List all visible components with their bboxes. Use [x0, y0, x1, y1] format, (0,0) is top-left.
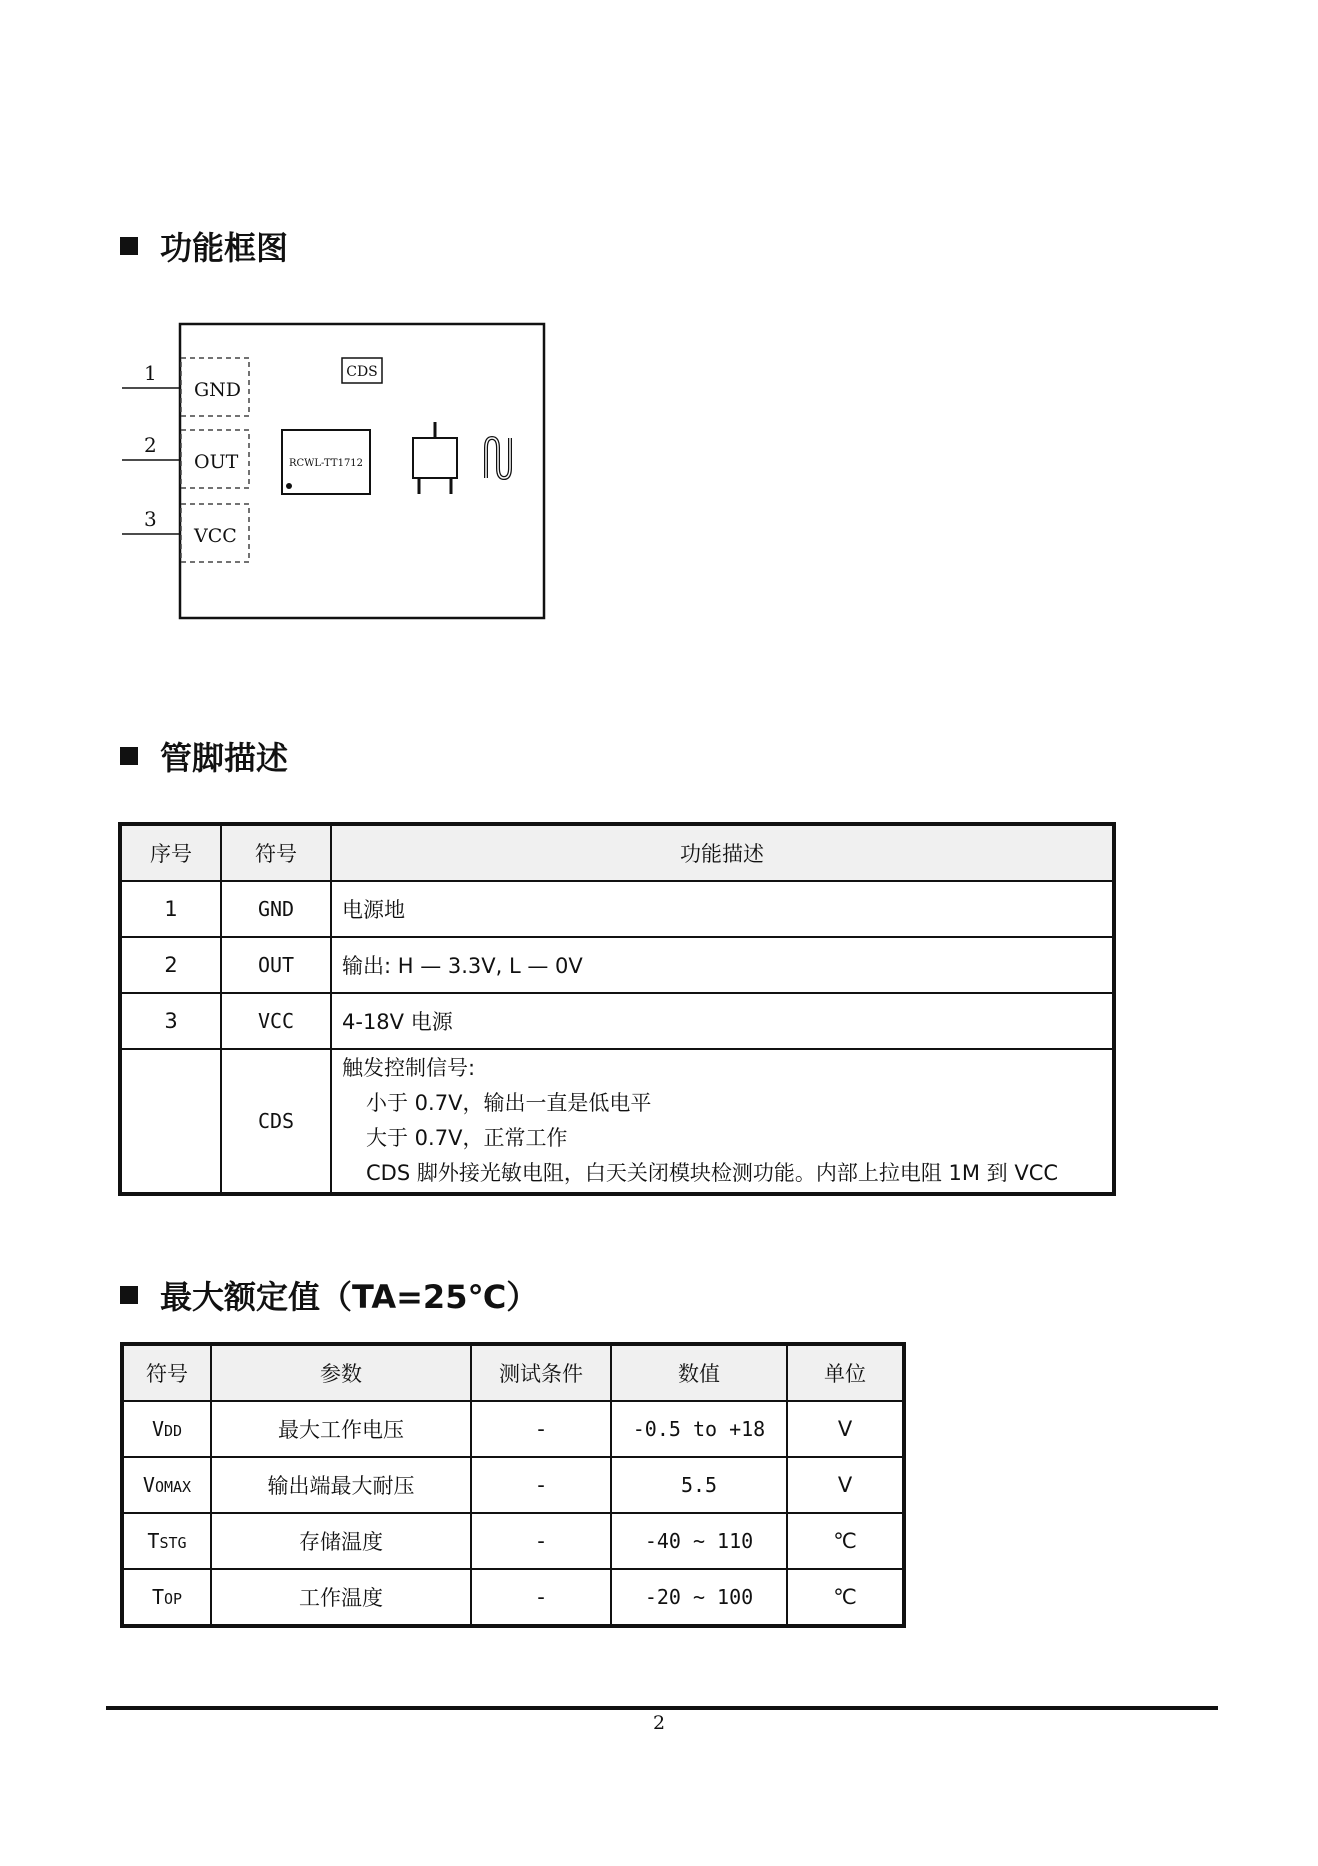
header-no: 序号 [120, 824, 221, 881]
pin-symbol: VCC [221, 993, 331, 1049]
rating-cond: - [471, 1457, 611, 1513]
rating-unit: ℃ [787, 1569, 904, 1626]
max-ratings-heading [120, 1272, 538, 1318]
pin-no [120, 1049, 221, 1194]
max-ratings-table [120, 1342, 906, 1628]
table-row [122, 1513, 904, 1569]
pin-desc: 输出: H — 3.3V, L — 0V [331, 937, 1114, 993]
pin-desc: 电源地 [331, 881, 1114, 937]
rating-value: -40 ~ 110 [611, 1513, 787, 1569]
table-row [122, 1401, 904, 1457]
rating-param: 最大工作电压 [211, 1401, 471, 1457]
pin-number-2: 2 [144, 433, 157, 457]
table-row [120, 937, 1114, 993]
page-number: 2 [652, 1712, 666, 1734]
pin-no: 1 [120, 881, 221, 937]
table-row [120, 881, 1114, 937]
rating-param: 输出端最大耐压 [211, 1457, 471, 1513]
pin-description-title: 管脚描述 [160, 739, 289, 777]
rating-param: 存储温度 [211, 1513, 471, 1569]
pin-label-vcc: VCC [194, 525, 237, 547]
square-bullet-icon [120, 1286, 138, 1304]
pin-symbol: OUT [221, 937, 331, 993]
rating-symbol: VDD [122, 1401, 211, 1457]
chip-label: RCWL-TT1712 [288, 458, 364, 469]
pin-label-gnd: GND [194, 379, 242, 401]
header-symbol: 符号 [122, 1344, 211, 1401]
cds-desc-line: 小于 0.7V，输出一直是低电平 [366, 1091, 652, 1115]
block-diagram-title: 功能框图 [160, 229, 289, 267]
cds-desc-line: CDS 脚外接光敏电阻，白天关闭模块检测功能。内部上拉电阻 1M 到 VCC [366, 1161, 1059, 1185]
cds-desc-line: 触发控制信号: [342, 1056, 476, 1080]
table-row [122, 1457, 904, 1513]
pin-symbol: CDS [221, 1049, 331, 1194]
rating-cond: - [471, 1569, 611, 1626]
pin-desc: 4-18V 电源 [331, 993, 1114, 1049]
header-parameter: 参数 [211, 1344, 471, 1401]
table-row [122, 1569, 904, 1626]
table-header-row [122, 1344, 904, 1401]
table-row [120, 993, 1114, 1049]
pin-label-out: OUT [194, 451, 239, 473]
header-symbol: 符号 [221, 824, 331, 881]
square-bullet-icon [120, 237, 138, 255]
pin-number-1: 1 [144, 361, 157, 385]
rating-symbol: TSTG [122, 1513, 211, 1569]
rating-unit: V [787, 1457, 904, 1513]
cds-label: CDS [346, 364, 378, 380]
cds-desc-line: 大于 0.7V，正常工作 [366, 1126, 568, 1150]
rating-symbol: VOMAX [122, 1457, 211, 1513]
rating-symbol: TOP [122, 1569, 211, 1626]
rating-unit: ℃ [787, 1513, 904, 1569]
rating-param: 工作温度 [211, 1569, 471, 1626]
table-row [120, 1049, 1114, 1194]
pin-number-3: 3 [144, 507, 157, 531]
rating-cond: - [471, 1513, 611, 1569]
header-function: 功能描述 [331, 824, 1114, 881]
block-diagram-heading [120, 223, 288, 269]
pin-symbol: GND [221, 881, 331, 937]
table-header-row [120, 824, 1114, 881]
header-condition: 测试条件 [471, 1344, 611, 1401]
pin-description-heading [120, 733, 288, 779]
max-ratings-title: 最大额定值（TA=25℃） [160, 1278, 539, 1316]
pin-no: 2 [120, 937, 221, 993]
chip-pin1-dot [286, 483, 292, 489]
rating-value: -0.5 to +18 [611, 1401, 787, 1457]
pin-no: 3 [120, 993, 221, 1049]
rating-unit: V [787, 1401, 904, 1457]
pin-description-table [118, 822, 1116, 1196]
pin-desc [331, 1049, 1114, 1194]
header-value: 数值 [611, 1344, 787, 1401]
rating-value: -20 ~ 100 [611, 1569, 787, 1626]
rating-cond: - [471, 1401, 611, 1457]
header-unit: 单位 [787, 1344, 904, 1401]
square-bullet-icon [120, 747, 138, 765]
footer-divider [106, 1706, 1218, 1710]
rating-value: 5.5 [611, 1457, 787, 1513]
sensor-component-icon [413, 422, 457, 494]
block-diagram [118, 318, 558, 628]
